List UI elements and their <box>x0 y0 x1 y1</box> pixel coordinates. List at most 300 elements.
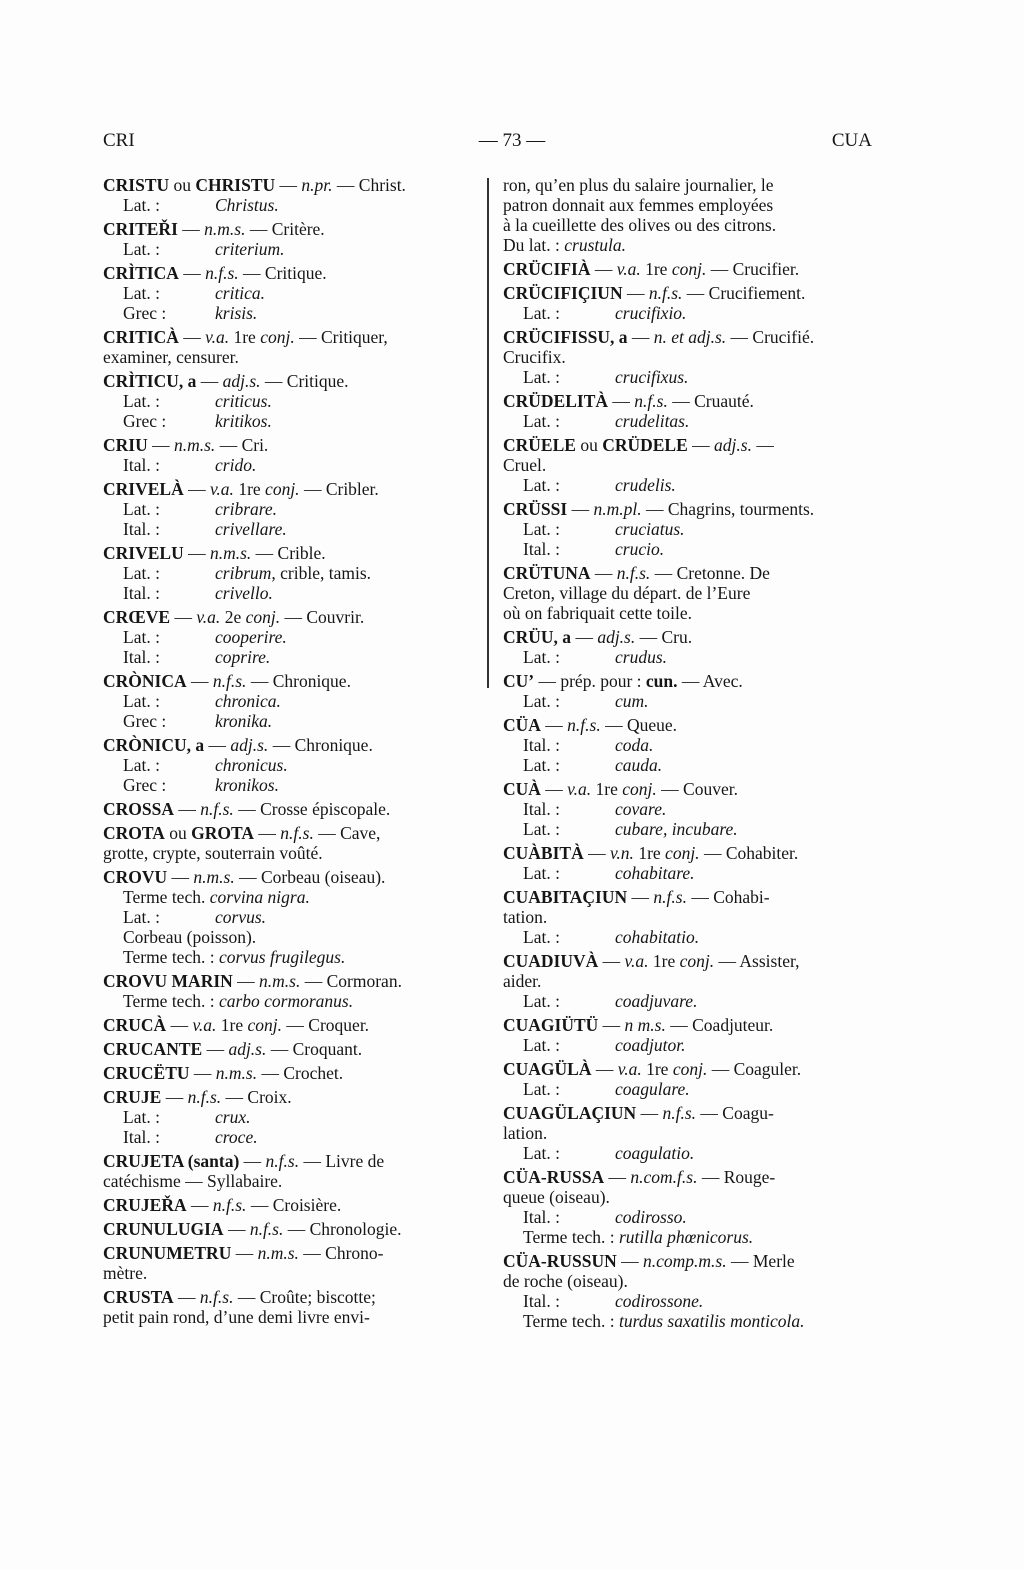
text-run: Terme tech. : <box>523 1311 619 1331</box>
italic-text: crux. <box>215 1107 251 1127</box>
text-run: — <box>583 843 610 863</box>
entry-line <box>103 927 475 947</box>
italic-text: n.f.s. <box>249 1219 284 1239</box>
text-run: — Chronique. <box>268 735 373 755</box>
italic-text: adj.s. <box>230 735 269 755</box>
headword: CRIU <box>103 435 148 455</box>
entry-line <box>503 519 875 539</box>
text-run: — <box>167 867 194 887</box>
text-run: — Couver. <box>656 779 738 799</box>
headword: CRUCANTE <box>103 1039 203 1059</box>
language-label: Lat. : <box>523 647 560 667</box>
dictionary-entry <box>103 1087 475 1147</box>
language-label: Lat. : <box>123 239 160 259</box>
language-label: Ital. : <box>523 799 560 819</box>
entry-line <box>103 991 475 1011</box>
entry-line <box>503 303 875 323</box>
language-label: Ital. : <box>123 519 160 539</box>
text-run: — <box>590 259 617 279</box>
dictionary-entry <box>503 779 875 839</box>
dictionary-entry <box>503 951 875 1011</box>
entry-line <box>503 435 875 455</box>
entry-line <box>503 215 875 235</box>
entry-line <box>103 435 475 455</box>
entry-line <box>503 499 875 519</box>
italic-text: n.f.s. <box>200 799 234 819</box>
dictionary-entry <box>503 1103 875 1163</box>
text-run: — <box>196 371 223 391</box>
text-run: à la cueillette des olives ou des citrons. <box>503 215 777 235</box>
entry-line <box>503 1187 875 1207</box>
text-run: — <box>204 735 231 755</box>
italic-text: n.f.s. <box>199 1287 234 1307</box>
text-run: — Crucifiement. <box>682 283 806 303</box>
headword: CUAGÜLAÇIUN <box>503 1103 637 1123</box>
italic-text: v.a. <box>192 1015 217 1035</box>
text-run: — Cretonne. De <box>650 563 770 583</box>
headword: CRIVELU <box>103 543 184 563</box>
language-label: Ital. : <box>523 1291 560 1311</box>
entry-line <box>503 1311 875 1331</box>
text-run: Terme tech. : <box>123 991 219 1011</box>
headword: cun. <box>645 671 678 691</box>
text-run: — Critiquer, <box>294 327 388 347</box>
headword: CRÜU, a <box>503 627 572 647</box>
headword: CRUNUMETRU <box>103 1243 232 1263</box>
text-run: — <box>161 1087 188 1107</box>
headword: CRISTU <box>103 175 170 195</box>
text-run: — <box>604 1167 631 1187</box>
text-run: — <box>202 1039 229 1059</box>
italic-text: crivellare. <box>215 519 287 539</box>
language-label: Lat. : <box>523 475 560 495</box>
entry-line <box>503 1079 875 1099</box>
italic-text: adj.s. <box>228 1039 267 1059</box>
headword: CROVU MARIN <box>103 971 233 991</box>
text-run: — <box>189 1063 216 1083</box>
text-run: — <box>608 391 635 411</box>
italic-text: conj. <box>672 1059 708 1079</box>
italic-text: n.m.s. <box>173 435 216 455</box>
text-run: tation. <box>503 907 548 927</box>
entry-line <box>503 391 875 411</box>
text-run: — Crochet. <box>257 1063 344 1083</box>
text-run: — <box>687 435 715 455</box>
dictionary-entry <box>103 263 475 323</box>
italic-text: v.n. <box>609 843 634 863</box>
headword: CRÜSSI <box>503 499 568 519</box>
entry-line <box>503 863 875 883</box>
entry-line <box>503 475 875 495</box>
text-run: — Critère. <box>245 219 325 239</box>
text-run: 1re <box>591 779 623 799</box>
italic-text: adj.s. <box>597 627 636 647</box>
text-run: — Crucifier. <box>706 259 800 279</box>
text-run: — Avec. <box>677 671 743 691</box>
language-label: Lat. : <box>523 927 560 947</box>
language-label: Ital. : <box>123 455 160 475</box>
entry-line <box>103 947 475 967</box>
language-label: Lat. : <box>523 863 560 883</box>
text-run: catéchisme — Syllabaire. <box>103 1171 283 1191</box>
headword: CUÀ <box>503 779 541 799</box>
italic-text: kritikos. <box>215 411 272 431</box>
italic-text: cooperire. <box>215 627 287 647</box>
text-run: — <box>223 1219 250 1239</box>
headword: CRUCËTU <box>103 1063 190 1083</box>
italic-text: corvus. <box>215 907 267 927</box>
italic-text: cum. <box>615 691 649 711</box>
dictionary-entry <box>503 1167 875 1247</box>
dictionary-entry <box>503 887 875 947</box>
italic-text: coprire. <box>215 647 271 667</box>
entry-line <box>103 371 475 391</box>
italic-text: coagulatio. <box>615 1143 695 1163</box>
entry-line <box>103 691 475 711</box>
italic-text: crucio. <box>615 539 665 559</box>
italic-text: n.pr. <box>301 175 333 195</box>
italic-text: coadjuvare. <box>615 991 698 1011</box>
text-run: 1re <box>648 951 680 971</box>
text-run: — <box>627 327 654 347</box>
headword: CRÜCIFISSU, a <box>503 327 628 347</box>
italic-text: n.f.s. <box>212 1195 247 1215</box>
headword: CRUJE <box>103 1087 162 1107</box>
dictionary-entry <box>503 1251 875 1331</box>
italic-text: Christus. <box>215 195 279 215</box>
headword: GROTA <box>191 823 255 843</box>
text-run: grotte, crypte, souterrain voûté. <box>103 843 323 863</box>
entry-line <box>103 239 475 259</box>
dictionary-entry <box>503 175 875 255</box>
language-label: Lat. : <box>523 819 560 839</box>
language-label: Lat. : <box>523 519 560 539</box>
text-run: — Cru. <box>635 627 693 647</box>
italic-text: cribrum, <box>215 563 276 583</box>
entry-line <box>103 563 475 583</box>
headword: CÜA-RUSSA <box>503 1167 605 1187</box>
headword: CRÒNICA <box>103 671 187 691</box>
text-run: — Cormoran. <box>300 971 402 991</box>
italic-text: cohabitare. <box>615 863 695 883</box>
italic-text: codirossone. <box>615 1291 704 1311</box>
text-run: examiner, censurer. <box>103 347 239 367</box>
entry-line <box>103 887 475 907</box>
entry-line <box>503 991 875 1011</box>
entry-line <box>103 775 475 795</box>
italic-text: n.m.s. <box>259 971 301 991</box>
text-run: — Merle <box>726 1251 795 1271</box>
headword: CÜA <box>503 715 541 735</box>
entry-line <box>103 519 475 539</box>
text-run: — <box>183 479 210 499</box>
entry-line <box>503 843 875 863</box>
dictionary-entry <box>503 843 875 883</box>
headword: CRÌTICU, a <box>103 371 197 391</box>
italic-text: n.com.f.s. <box>630 1167 698 1187</box>
text-run: — Assister, <box>714 951 800 971</box>
entry-line <box>103 1127 475 1147</box>
entry-line <box>103 1151 475 1171</box>
entry-line <box>103 971 475 991</box>
entry-line <box>503 1251 875 1271</box>
headword: CRÒNICU, a <box>103 735 205 755</box>
italic-text: crucifixus. <box>615 367 689 387</box>
text-run: mètre. <box>103 1263 148 1283</box>
entry-line <box>503 259 875 279</box>
italic-text: n.f.s. <box>648 283 683 303</box>
italic-text: crucifixio. <box>615 303 687 323</box>
language-label: Ital. : <box>123 647 160 667</box>
entry-line <box>503 887 875 907</box>
entry-line <box>503 951 875 971</box>
headword: CRÜTUNA <box>503 563 591 583</box>
dictionary-entry <box>103 1039 475 1059</box>
dictionary-entry <box>503 499 875 559</box>
text-run: — Croisière. <box>246 1195 342 1215</box>
text-run: — <box>173 1287 200 1307</box>
entry-line <box>103 283 475 303</box>
dictionary-entry <box>503 671 875 711</box>
entry-line <box>503 671 875 691</box>
italic-text: kronika. <box>215 711 273 731</box>
italic-text: kronikos. <box>215 775 279 795</box>
text-run: — Crible. <box>251 543 326 563</box>
italic-text: n. et adj.s. <box>653 327 727 347</box>
dictionary-entry <box>503 715 875 775</box>
dictionary-entry <box>103 1063 475 1083</box>
headword: CRUSTA <box>103 1287 174 1307</box>
headword: CRUJETA (santa) <box>103 1151 240 1171</box>
entry-line <box>503 715 875 735</box>
text-run: ou <box>169 175 196 195</box>
headword: CÜA-RUSSUN <box>503 1251 617 1271</box>
text-run: — Crucifié. <box>726 327 815 347</box>
dictionary-entry <box>503 563 875 623</box>
entry-line <box>503 907 875 927</box>
language-label: Ital. : <box>523 735 560 755</box>
entry-line <box>503 1271 875 1291</box>
entry-line <box>103 711 475 731</box>
entry-line <box>503 1015 875 1035</box>
entry-line <box>103 583 475 603</box>
column-divider <box>487 178 489 688</box>
headword: CROSSA <box>103 799 174 819</box>
entry-line <box>103 455 475 475</box>
dictionary-entry <box>503 627 875 667</box>
italic-text: conj. <box>260 327 295 347</box>
headword: CRŒVE <box>103 607 171 627</box>
text-run: — Cohabi- <box>686 887 770 907</box>
language-label: Lat. : <box>523 691 560 711</box>
italic-text: corvus frugilegus. <box>218 947 346 967</box>
text-run: — Chronologie. <box>283 1219 402 1239</box>
entry-line <box>103 1015 475 1035</box>
italic-text: n.m.s. <box>193 867 235 887</box>
running-head-right: CUA <box>831 130 872 151</box>
text-run: crible, tamis. <box>275 563 372 583</box>
italic-text: conj. <box>671 259 707 279</box>
entry-line <box>503 691 875 711</box>
text-run: — <box>177 219 205 239</box>
entry-line <box>103 543 475 563</box>
entry-line <box>103 499 475 519</box>
dictionary-entry <box>103 175 475 215</box>
text-run: — <box>591 1059 618 1079</box>
italic-text: cohabitatio. <box>615 927 700 947</box>
text-run: — Chagrins, tourments. <box>641 499 815 519</box>
entry-line <box>103 907 475 927</box>
text-run: Du lat. : <box>503 235 565 255</box>
language-label: Lat. : <box>123 283 160 303</box>
text-run: — Chrono- <box>298 1243 384 1263</box>
italic-text: n.f.s. <box>653 887 687 907</box>
text-run: ou <box>164 823 192 843</box>
text-run: — Cave, <box>313 823 381 843</box>
italic-text: carbo cormoranus. <box>218 991 354 1011</box>
entry-line <box>503 367 875 387</box>
text-run: — <box>571 627 598 647</box>
text-run: — Coagu- <box>696 1103 774 1123</box>
text-run: Creton, village du départ. de l’Eure <box>503 583 751 603</box>
dictionary-entry <box>103 1219 475 1239</box>
entry-line <box>503 539 875 559</box>
text-run: — Croquer. <box>282 1015 370 1035</box>
italic-text: coda. <box>615 735 654 755</box>
text-run: queue (oiseau). <box>503 1187 610 1207</box>
italic-text: crudelitas. <box>615 411 690 431</box>
text-run: Terme tech. : <box>523 1227 619 1247</box>
text-run: Corbeau (poisson). <box>123 927 257 947</box>
text-run: Terme tech. : <box>123 947 219 967</box>
italic-text: corvina nigra. <box>209 887 310 907</box>
entry-line <box>503 283 875 303</box>
italic-text: n.f.s. <box>567 715 601 735</box>
italic-text: cauda. <box>615 755 663 775</box>
entry-line <box>503 1103 875 1123</box>
entry-line <box>503 1291 875 1311</box>
italic-text: n.comp.m.s. <box>643 1251 727 1271</box>
entry-line <box>103 755 475 775</box>
italic-text: crudelis. <box>615 475 676 495</box>
text-run: — <box>751 435 774 455</box>
italic-text: v.a. <box>205 327 230 347</box>
entry-line <box>103 1107 475 1127</box>
text-run: — Coadjuteur. <box>665 1015 774 1035</box>
text-run: — Cruauté. <box>667 391 754 411</box>
headword: CRÌTICA <box>103 263 179 283</box>
entry-line <box>503 175 875 195</box>
entry-line <box>503 647 875 667</box>
dictionary-entry <box>103 1015 475 1035</box>
language-label: Lat. : <box>523 1035 560 1055</box>
language-label: Grec : <box>123 711 167 731</box>
entry-line <box>103 799 475 819</box>
language-label: Ital. : <box>123 583 160 603</box>
entry-line <box>103 671 475 691</box>
italic-text: n.f.s. <box>280 823 314 843</box>
entry-line <box>103 219 475 239</box>
entry-line <box>103 1243 475 1263</box>
text-run: — <box>622 283 649 303</box>
text-run: — Livre de <box>299 1151 385 1171</box>
text-run: 1re <box>633 843 666 863</box>
italic-text: croce. <box>215 1127 258 1147</box>
entry-line <box>503 327 875 347</box>
text-run: — Chronique. <box>246 671 351 691</box>
text-run: — Cribler. <box>299 479 379 499</box>
entry-line <box>503 347 875 367</box>
italic-text: n.f.s. <box>205 263 239 283</box>
dictionary-entry <box>103 1195 475 1215</box>
text-run: — Corbeau (oiseau). <box>234 867 386 887</box>
language-label: Lat. : <box>123 195 160 215</box>
italic-text: chronica. <box>215 691 281 711</box>
entry-line <box>103 1219 475 1239</box>
headword: CUABITAÇIUN <box>503 887 628 907</box>
text-run: — Couvrir. <box>280 607 365 627</box>
language-label: Lat. : <box>523 367 560 387</box>
text-run: — <box>636 1103 663 1123</box>
language-label: Lat. : <box>523 755 560 775</box>
text-run: Terme tech. <box>123 887 210 907</box>
italic-text: conj. <box>247 1015 283 1035</box>
entry-line <box>103 327 475 347</box>
dictionary-entry <box>503 283 875 323</box>
entry-line <box>103 1263 475 1283</box>
text-run: Cruel. <box>503 455 547 475</box>
entry-line <box>503 411 875 431</box>
entry-line <box>103 1287 475 1307</box>
headword: CHRISTU <box>195 175 276 195</box>
entry-line <box>503 603 875 623</box>
entry-line <box>503 799 875 819</box>
italic-text: cribrare. <box>215 499 278 519</box>
text-run: aider. <box>503 971 542 991</box>
italic-text: conj. <box>665 843 700 863</box>
dictionary-entry <box>103 1243 475 1283</box>
dictionary-entry <box>103 219 475 259</box>
italic-text: n.m.pl. <box>593 499 642 519</box>
headword: CRÜDELITÀ <box>503 391 609 411</box>
text-run: Crucifix. <box>503 347 566 367</box>
text-run: — <box>147 435 174 455</box>
dictionary-entry <box>103 1151 475 1191</box>
text-run: où on fabriquait cette toile. <box>503 603 693 623</box>
language-label: Lat. : <box>123 627 160 647</box>
language-label: Lat. : <box>523 303 560 323</box>
italic-text: cubare, incubare. <box>615 819 738 839</box>
text-run: — prép. pour : <box>534 671 646 691</box>
text-run: — Crosse épiscopale. <box>233 799 391 819</box>
italic-text: coadjutor. <box>615 1035 686 1055</box>
entry-line <box>103 867 475 887</box>
entry-line <box>503 1143 875 1163</box>
headword: CUAGÜLÀ <box>503 1059 592 1079</box>
italic-text: chronicus. <box>215 755 288 775</box>
dictionary-entry <box>103 327 475 367</box>
language-label: Ital. : <box>123 1127 160 1147</box>
language-label: Lat. : <box>523 1143 560 1163</box>
left-column <box>103 175 475 1331</box>
italic-text: turdus saxatilis monticola. <box>618 1311 805 1331</box>
italic-text: v.a. <box>567 779 592 799</box>
language-label: Ital. : <box>523 1207 560 1227</box>
language-label: Lat. : <box>123 755 160 775</box>
running-head-left: CRI <box>103 130 135 151</box>
text-run: — <box>178 263 206 283</box>
text-run: — <box>590 563 617 583</box>
